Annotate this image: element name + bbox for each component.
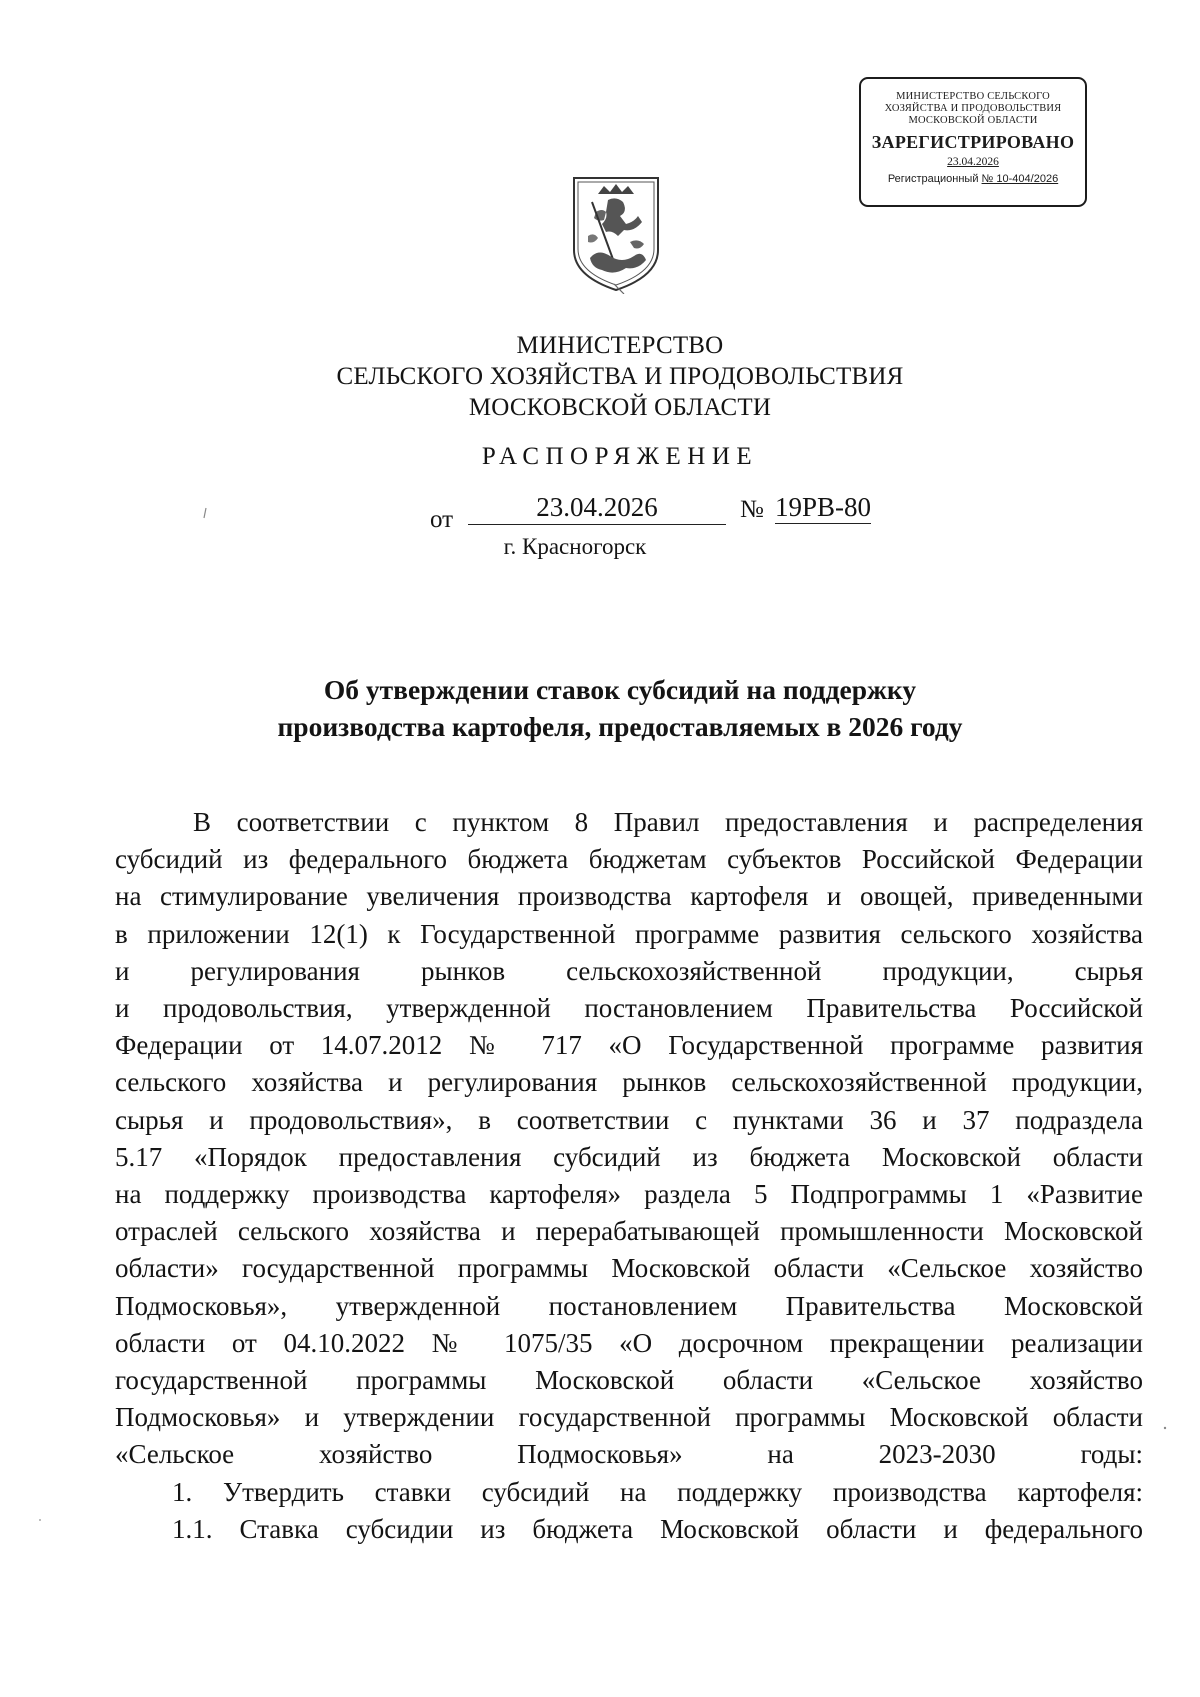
stamp-status: ЗАРЕГИСТРИРОВАНО (871, 132, 1075, 152)
body-line-text: Подмосковья» и утверждении государственной программы Московской области (115, 1402, 1143, 1433)
stamp-org-line: МОСКОВСКОЙ ОБЛАСТИ (908, 115, 1038, 126)
stamp-organization (861, 89, 1085, 128)
body-line-text: области от 04.10.2022 № 1075/35 «О досрочном прекращении реализации (115, 1327, 1143, 1358)
body-line-text: и продовольствия, утвержденной постановлением Правительства Российской (115, 993, 1143, 1024)
document-number: 19РВ-80 (775, 492, 872, 522)
ministry-line: СЕЛЬСКОГО ХОЗЯЙСТВА И ПРОДОВОЛЬСТВИЯ (336, 363, 904, 390)
body-line (115, 990, 1143, 1027)
body-line (115, 1102, 1143, 1139)
title-line: Об утверждении ставок субсидий на поддержку (323, 674, 917, 705)
ministry-line: МОСКОВСКОЙ ОБЛАСТИ (468, 394, 772, 421)
body-line (115, 953, 1143, 990)
list-item-text: 1. Утвердить ставки субсидий на поддержку производства картофеля: (172, 1476, 1143, 1507)
title-line: производства картофеля, предоставляемых в 2026 году (277, 711, 963, 742)
body-line-text: на стимулирование увеличения производства картофеля и овощей, приведенными (115, 881, 1143, 912)
body-line (115, 1362, 1143, 1399)
body-line (115, 1399, 1143, 1436)
body-line-text: сырья и продовольствия», в соответствии с пунктами 36 и 37 подраздела (115, 1104, 1143, 1135)
body-line (115, 1436, 1143, 1473)
date-number-row (430, 492, 872, 533)
body-line-text: и регулирования рынков сельскохозяйственной продукции, сырья (115, 955, 1143, 986)
body-line (115, 1064, 1143, 1101)
body-line-text: государственной программы Московской области «Сельское хозяйство (115, 1365, 1143, 1396)
body-line-text: «Сельское хозяйство Подмосковья» на 2023-2030 годы: (115, 1439, 1143, 1470)
date-prefix: от (430, 506, 454, 533)
body-line (115, 804, 1143, 841)
body-line (115, 916, 1143, 953)
scan-speck (39, 1519, 41, 1521)
stamp-org-line: МИНИСТЕРСТВО СЕЛЬСКОГО (896, 91, 1050, 102)
body-line-text: 5.17 «Порядок предоставления субсидий из бюджета Московской области (115, 1141, 1143, 1172)
body-line (115, 1213, 1143, 1250)
body-line (115, 1176, 1143, 1213)
scan-speck (1164, 1427, 1166, 1429)
body-line (115, 1139, 1143, 1176)
body-line (115, 1325, 1143, 1362)
body-line-text: сельского хозяйства и регулирования рынков сельскохозяйственной продукции, (115, 1067, 1143, 1098)
body-line (115, 1027, 1143, 1064)
body-line-text: Федерации от 14.07.2012 № 717 «О Государственной программе развития (115, 1030, 1143, 1061)
body-line (115, 1288, 1143, 1325)
list-item (115, 1511, 1143, 1548)
moscow-oblast-coat-of-arms-icon (568, 172, 664, 294)
body-line (115, 878, 1143, 915)
scan-speck (204, 508, 206, 518)
body-line-text: в приложении 12(1) к Государственной программе развития сельского хозяйства (115, 918, 1143, 949)
ministry-line: МИНИСТЕРСТВО (516, 332, 724, 359)
body-line-text: Подмосковья», утвержденной постановлением Правительства Московской (115, 1290, 1143, 1321)
list-item (115, 1474, 1143, 1511)
stamp-date: 23.04.2026 (947, 156, 999, 168)
body-line-text: субсидий из федерального бюджета бюджетам субъектов Российской Федерации (115, 844, 1143, 875)
body-line-text: области» государственной программы Московской области «Сельское хозяйство (115, 1253, 1143, 1284)
document-city: г. Красногорск (503, 534, 647, 559)
body-line-text: В соответствии с пунктом 8 Правил предоставления и распределения (193, 807, 1143, 837)
stamp-reg-number: № 10-404/2026 (981, 173, 1059, 185)
document-type: РАСПОРЯЖЕНИЕ (481, 443, 759, 470)
list-item-text: 1.1. Ставка субсидии из бюджета Московской области и федерального (172, 1513, 1143, 1544)
registration-stamp (859, 77, 1087, 207)
body-line-text: отраслей сельского хозяйства и перерабатывающей промышленности Московской (115, 1216, 1143, 1247)
body-line-text: на поддержку производства картофеля» раздела 5 Подпрограммы 1 «Развитие (115, 1179, 1143, 1210)
number-prefix: № (740, 496, 764, 523)
body-line (115, 1250, 1143, 1287)
body-line (115, 841, 1143, 878)
ministry-name (0, 330, 1200, 423)
stamp-org-line: ХОЗЯЙСТВА И ПРОДОВОЛЬСТВИЯ (884, 103, 1062, 114)
document-date: 23.04.2026 (468, 492, 726, 525)
document-title (0, 671, 1200, 745)
stamp-registration-number (861, 171, 1085, 187)
document-body (115, 804, 1143, 1548)
stamp-reg-label: Регистрационный (887, 173, 979, 185)
